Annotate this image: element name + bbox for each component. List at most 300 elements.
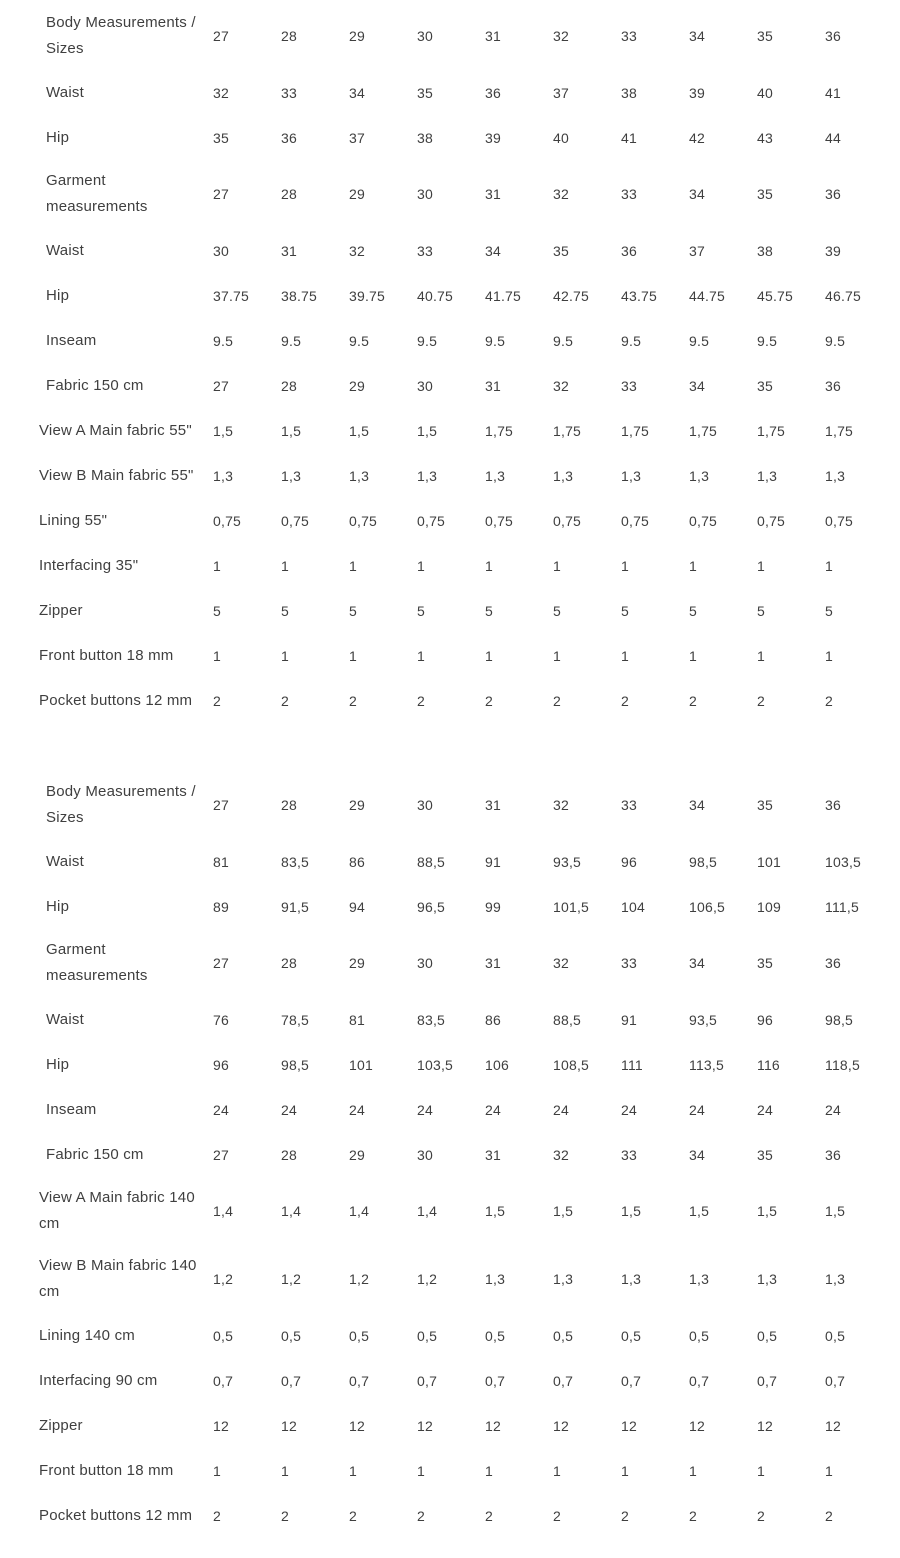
cell-value: 0,5 [485,1327,506,1344]
cell-value: 39 [689,84,705,101]
cell-value: 0,75 [689,512,718,529]
cell-value: 30 [213,242,229,259]
cell-value: 1,4 [417,1203,438,1219]
cell-value: 2 [349,1507,357,1524]
cell-value: 24 [689,1101,705,1118]
cell-value: 38 [757,242,773,259]
cell-value: 27 [213,955,229,971]
cell-value: 24 [621,1101,637,1118]
cell-value: 29 [349,186,365,202]
cell-value: 38.75 [281,287,318,304]
cell-value: 0,75 [213,512,242,529]
cell-value: 5 [825,602,833,619]
cell-value: 41 [621,129,637,146]
cell-value: 41.75 [485,287,522,304]
cell-value: 106,5 [689,898,726,915]
cell-value: 1 [349,1462,357,1479]
cell-value: 24 [757,1101,773,1118]
cell-value: 33 [417,242,433,259]
cell-value: 34 [349,84,365,101]
table-row [39,678,893,723]
cell-value: 35 [213,129,229,146]
cell-value: 45.75 [757,287,794,304]
cell-value: 28 [281,186,297,202]
cell-value: 104 [621,898,645,915]
cell-value: 1 [485,647,493,664]
cell-value: 0,7 [689,1372,710,1389]
cell-value: 36 [825,955,841,971]
cell-value: 2 [213,692,221,709]
cell-value: 31 [485,1146,501,1163]
row-label: Waist [46,1010,84,1028]
cell-value: 83,5 [417,1011,446,1028]
cell-value: 12 [281,1417,297,1434]
cell-value: 1 [757,1462,765,1479]
cell-value: 1 [825,1462,833,1479]
cell-value: 1 [825,647,833,664]
cell-value: 1,75 [553,422,582,439]
cell-value: 9.5 [281,332,302,349]
cell-value: 0,5 [417,1327,438,1344]
cell-value: 30 [417,377,433,394]
cell-value: 1 [349,647,357,664]
cell-value: 1,5 [825,1203,846,1219]
cell-value: 1,3 [621,1271,642,1287]
cell-value: 0,5 [553,1327,574,1344]
row-label: Body Measurements / Sizes [46,783,196,826]
cell-value: 91 [485,853,501,870]
cell-value: 29 [349,797,365,813]
cell-value: 37.75 [213,287,250,304]
row-label: Waist [46,852,84,870]
cell-value: 31 [485,797,501,813]
row-label: Zipper [39,601,83,619]
cell-value: 42 [689,129,705,146]
row-label: Pocket buttons 12 mm [39,691,193,709]
cell-value: 1 [757,557,765,574]
cell-value: 1,4 [349,1203,370,1219]
cell-value: 24 [553,1101,569,1118]
row-label: View A Main fabric 55" [39,421,192,439]
cell-value: 1,5 [553,1203,574,1219]
cell-value: 27 [213,797,229,813]
cell-value: 2 [757,1507,765,1524]
row-label: Front button 18 mm [39,1461,174,1479]
cell-value: 5 [213,602,221,619]
cell-value: 108,5 [553,1056,590,1073]
cell-value: 35 [553,242,569,259]
cell-value: 24 [485,1101,501,1118]
cell-value: 93,5 [553,853,582,870]
cell-value: 1,75 [757,422,786,439]
cell-value: 9.5 [553,332,574,349]
cell-value: 2 [417,1507,425,1524]
cell-value: 24 [281,1101,297,1118]
cell-value: 5 [417,602,425,619]
table-row [39,1403,893,1448]
cell-value: 5 [281,602,289,619]
cell-value: 9.5 [417,332,438,349]
cell-value: 1 [689,647,697,664]
cell-value: 32 [553,1146,569,1163]
cell-value: 118,5 [825,1056,860,1073]
cell-value: 35 [757,797,773,813]
cell-value: 1 [417,647,425,664]
cell-value: 1 [281,647,289,664]
cell-value: 34 [689,377,705,394]
row-label: Inseam [46,1100,97,1118]
cell-value: 1 [281,1462,289,1479]
row-label: View B Main fabric 55" [39,466,194,484]
row-label: Lining 140 cm [39,1326,135,1344]
row-label: Fabric 150 cm [46,1145,144,1163]
cell-value: 2 [553,1507,561,1524]
cell-value: 1,5 [417,422,438,439]
cell-value: 36 [621,242,637,259]
table-row [39,633,893,678]
table-row [39,273,893,318]
cell-value: 24 [825,1101,841,1118]
cell-value: 40.75 [417,287,454,304]
row-label: Inseam [46,331,97,349]
cell-value: 37 [553,84,569,101]
cell-value: 1,5 [689,1203,710,1219]
cell-value: 38 [621,84,637,101]
cell-value: 33 [621,955,637,971]
row-label: Garment measurements [46,172,148,215]
cell-value: 113,5 [689,1056,724,1073]
cell-value: 0,75 [485,512,514,529]
cell-value: 12 [689,1417,705,1434]
cell-value: 5 [485,602,493,619]
cell-value: 1,3 [417,467,438,484]
cell-value: 35 [757,28,773,44]
cell-value: 1 [689,1462,697,1479]
table-row [39,453,893,498]
cell-value: 33 [621,797,637,813]
cell-value: 12 [757,1417,773,1434]
cell-value: 12 [349,1417,365,1434]
cell-value: 1,2 [213,1271,234,1287]
cell-value: 1 [553,557,561,574]
cell-value: 101 [349,1056,373,1073]
cell-value: 89 [213,898,229,915]
cell-value: 0,7 [621,1372,642,1389]
cell-value: 1 [553,647,561,664]
cell-value: 35 [757,377,773,394]
cell-value: 36 [825,28,841,44]
cell-value: 33 [621,377,637,394]
cell-value: 24 [417,1101,433,1118]
cell-value: 27 [213,186,229,202]
cell-value: 1,75 [825,422,854,439]
cell-value: 36 [485,84,501,101]
row-label: Front button 18 mm [39,646,174,664]
cell-value: 34 [689,186,705,202]
cell-value: 24 [349,1101,365,1118]
cell-value: 1,5 [349,422,370,439]
table-row [39,318,893,363]
cell-value: 2 [825,1507,833,1524]
table-row [39,588,893,633]
cell-value: 1 [621,1462,629,1479]
cell-value: 0,7 [553,1372,574,1389]
cell-value: 0,7 [349,1372,370,1389]
cell-value: 0,5 [281,1327,302,1344]
cell-value: 1,3 [621,467,642,484]
cell-value: 1,3 [485,1271,506,1287]
cell-value: 36 [281,129,297,146]
cell-value: 111 [621,1056,643,1073]
table-row [39,1493,893,1538]
cell-value: 109 [757,898,781,915]
table-row [39,115,893,160]
cell-value: 0,75 [417,512,446,529]
cell-value: 36 [825,377,841,394]
cell-value: 12 [621,1417,637,1434]
cell-value: 1 [621,557,629,574]
cell-value: 111,5 [825,898,859,915]
cell-value: 86 [349,853,365,870]
cell-value: 0,75 [553,512,582,529]
cell-value: 28 [281,1146,297,1163]
cell-value: 1 [281,557,289,574]
cell-value: 98,5 [689,853,718,870]
table-row [39,70,893,115]
cell-value: 96 [621,853,637,870]
table-row [39,1042,893,1087]
cell-value: 9.5 [349,332,370,349]
cell-value: 2 [757,692,765,709]
cell-value: 1,5 [213,422,234,439]
cell-value: 2 [621,1507,629,1524]
table-row [39,408,893,453]
cell-value: 9.5 [757,332,778,349]
row-label: Waist [46,83,84,101]
cell-value: 12 [417,1417,433,1434]
cell-value: 101,5 [553,898,590,915]
cell-value: 39 [485,129,501,146]
cell-value: 1,4 [281,1203,302,1219]
table-row [39,1245,893,1313]
row-label: Hip [46,897,70,915]
row-label: Pocket buttons 12 mm [39,1506,193,1524]
table-row [39,1358,893,1403]
cell-value: 94 [349,898,365,915]
cell-value: 1,5 [621,1203,642,1219]
cell-value: 2 [213,1507,221,1524]
row-label: View B Main fabric 140 cm [39,1257,197,1300]
cell-value: 96,5 [417,898,446,915]
table-row [39,771,893,839]
cell-value: 99 [485,898,501,915]
table-row [39,1087,893,1132]
cell-value: 1,3 [825,467,846,484]
cell-value: 0,75 [281,512,310,529]
cell-value: 1,5 [757,1203,778,1219]
cell-value: 1,3 [349,467,370,484]
cell-value: 35 [417,84,433,101]
cell-value: 12 [553,1417,569,1434]
row-label: Hip [46,1055,70,1073]
cell-value: 96 [757,1011,773,1028]
cell-value: 1 [349,557,357,574]
cell-value: 1,75 [485,422,514,439]
cell-value: 32 [553,186,569,202]
row-label: Waist [46,241,84,259]
cell-value: 34 [485,242,501,259]
cell-value: 0,75 [349,512,378,529]
cell-value: 2 [485,1507,493,1524]
cell-value: 2 [417,692,425,709]
cell-value: 1 [485,1462,493,1479]
cell-value: 43.75 [621,287,658,304]
size-table-metric [39,771,893,1538]
cell-value: 1 [825,557,833,574]
cell-value: 0,5 [213,1327,234,1344]
cell-value: 27 [213,377,229,394]
cell-value: 36 [825,1146,841,1163]
cell-value: 0,7 [757,1372,778,1389]
cell-value: 34 [689,797,705,813]
cell-value: 1 [485,557,493,574]
cell-value: 2 [689,692,697,709]
cell-value: 9.5 [825,332,846,349]
cell-value: 1,3 [689,1271,710,1287]
cell-value: 29 [349,377,365,394]
cell-value: 31 [485,377,501,394]
cell-value: 39.75 [349,287,386,304]
cell-value: 1,2 [349,1271,370,1287]
cell-value: 0,5 [825,1327,846,1344]
cell-value: 29 [349,1146,365,1163]
cell-value: 36 [825,186,841,202]
cell-value: 1 [417,557,425,574]
table-row [39,160,893,228]
cell-value: 30 [417,797,433,813]
cell-value: 30 [417,28,433,44]
cell-value: 5 [349,602,357,619]
row-label: Zipper [39,1416,83,1434]
table-row [39,2,893,70]
cell-value: 1,2 [281,1271,302,1287]
cell-value: 43 [757,129,773,146]
cell-value: 5 [689,602,697,619]
cell-value: 44.75 [689,287,726,304]
cell-value: 2 [621,692,629,709]
cell-value: 28 [281,377,297,394]
cell-value: 1,75 [621,422,650,439]
row-label: View A Main fabric 140 cm [39,1189,195,1232]
row-label: Hip [46,128,70,146]
cell-value: 27 [213,1146,229,1163]
table-row [39,1448,893,1493]
cell-value: 9.5 [485,332,506,349]
cell-value: 28 [281,28,297,44]
cell-value: 0,75 [621,512,650,529]
cell-value: 1,75 [689,422,718,439]
cell-value: 1,4 [213,1203,234,1219]
cell-value: 31 [485,28,501,44]
cell-value: 28 [281,797,297,813]
cell-value: 81 [213,853,229,870]
cell-value: 36 [825,797,841,813]
tables-container [39,2,900,1538]
cell-value: 96 [213,1056,229,1073]
cell-value: 34 [689,28,705,44]
cell-value: 1 [213,647,221,664]
cell-value: 46.75 [825,287,862,304]
cell-value: 12 [485,1417,501,1434]
cell-value: 32 [349,242,365,259]
cell-value: 2 [689,1507,697,1524]
cell-value: 86 [485,1011,501,1028]
cell-value: 2 [281,692,289,709]
cell-value: 33 [621,186,637,202]
row-label: Fabric 150 cm [46,376,144,394]
cell-value: 1,3 [757,1271,778,1287]
table-row [39,997,893,1042]
cell-value: 2 [825,692,833,709]
size-table-imperial [39,2,893,723]
cell-value: 1 [689,557,697,574]
row-label: Interfacing 35" [39,556,139,574]
cell-value: 2 [553,692,561,709]
row-label: Body Measurements / Sizes [46,14,196,57]
cell-value: 1,3 [485,467,506,484]
cell-value: 37 [689,242,705,259]
cell-value: 1,5 [485,1203,506,1219]
cell-value: 44 [825,129,841,146]
cell-value: 0,7 [825,1372,846,1389]
cell-value: 38 [417,129,433,146]
cell-value: 30 [417,1146,433,1163]
cell-value: 1 [417,1462,425,1479]
cell-value: 1,3 [757,467,778,484]
cell-value: 0,5 [349,1327,370,1344]
table-row [39,228,893,273]
cell-value: 39 [825,242,841,259]
cell-value: 32 [553,377,569,394]
cell-value: 34 [689,1146,705,1163]
cell-value: 0,7 [485,1372,506,1389]
cell-value: 33 [621,28,637,44]
table-row [39,839,893,884]
cell-value: 1,5 [281,422,302,439]
cell-value: 27 [213,28,229,44]
cell-value: 2 [485,692,493,709]
table-row [39,543,893,588]
cell-value: 5 [621,602,629,619]
cell-value: 40 [553,129,569,146]
cell-value: 1,3 [553,1271,574,1287]
cell-value: 31 [281,242,297,259]
cell-value: 1,2 [417,1271,438,1287]
cell-value: 29 [349,28,365,44]
cell-value: 32 [213,84,229,101]
cell-value: 5 [757,602,765,619]
cell-value: 76 [213,1011,229,1028]
cell-value: 0,5 [621,1327,642,1344]
cell-value: 103,5 [417,1056,454,1073]
cell-value: 116 [757,1056,780,1073]
cell-value: 33 [281,84,297,101]
cell-value: 32 [553,28,569,44]
cell-value: 1,3 [213,467,234,484]
cell-value: 103,5 [825,853,862,870]
cell-value: 24 [213,1101,229,1118]
row-label: Garment measurements [46,941,148,984]
